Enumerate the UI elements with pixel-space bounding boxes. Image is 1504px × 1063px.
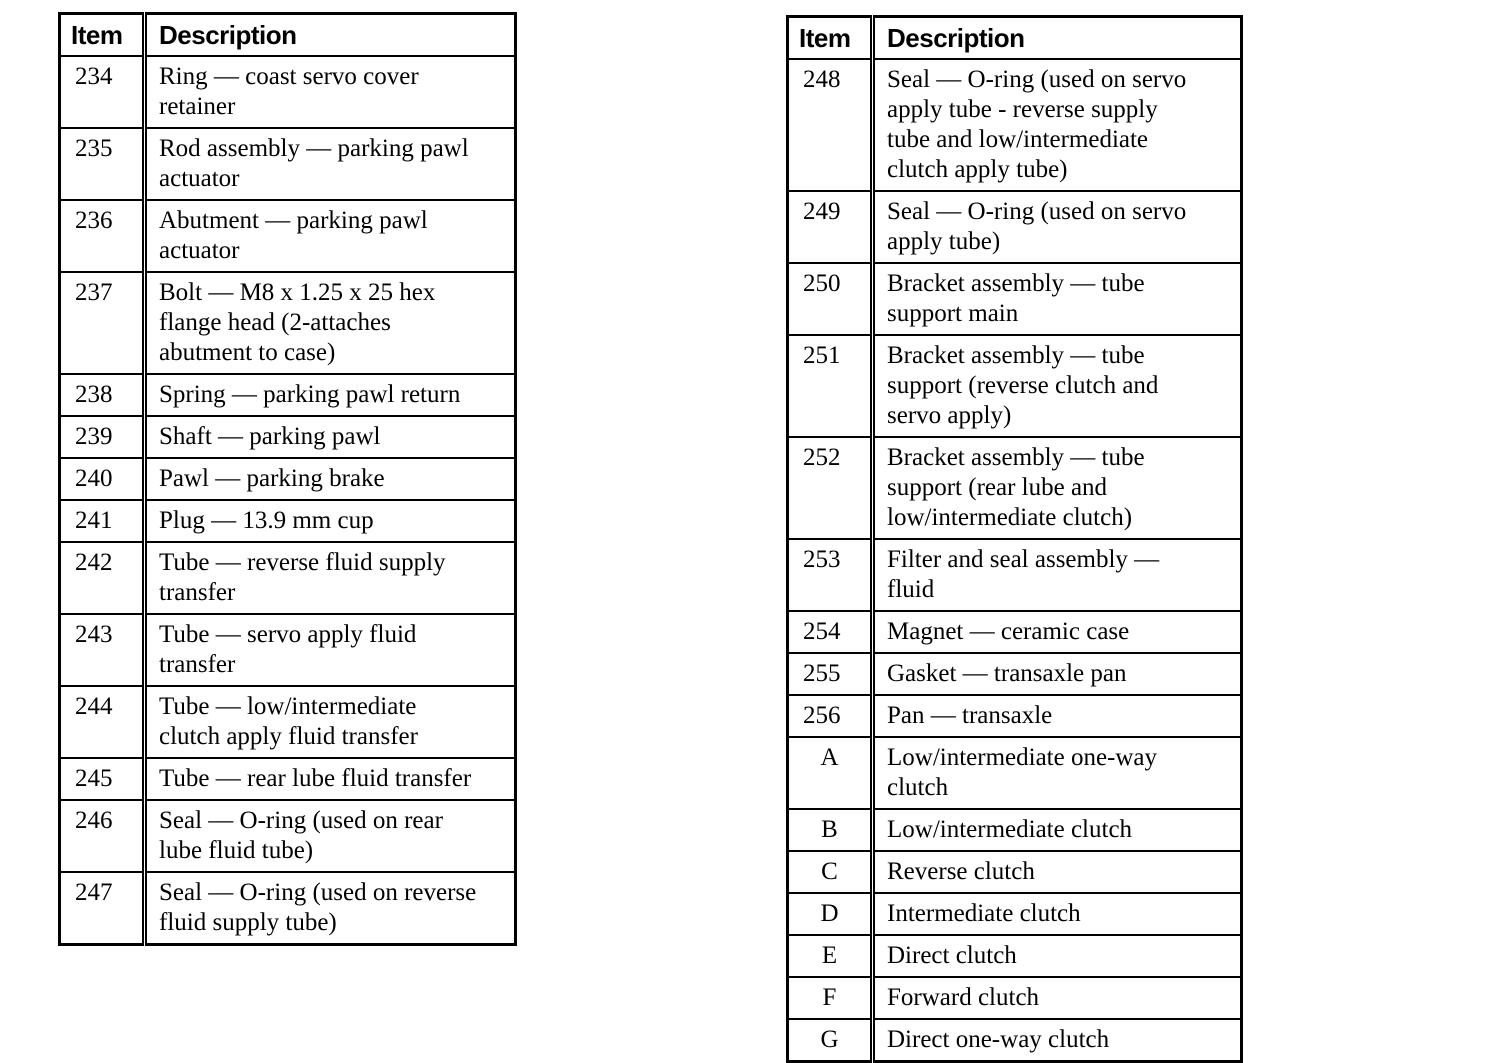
table-row [60,200,516,272]
item-number: 235 [60,128,145,200]
table-body [788,59,1242,1062]
item-description: Seal — O-ring (used on rear lube fluid tube) [145,800,516,872]
item-description: Seal — O-ring (used on servo apply tube - reverse supply tube and low/intermediate clutch apply tube) [873,59,1242,191]
item-description: Direct clutch [873,935,1242,977]
item-number: 247 [60,872,145,945]
table-row [788,59,1242,191]
item-number: G [788,1019,873,1062]
table-row [60,128,516,200]
item-number: 238 [60,374,145,416]
table-row [60,56,516,128]
table-row [60,800,516,872]
table-row [788,611,1242,653]
item-number: 237 [60,272,145,374]
item-description: Reverse clutch [873,851,1242,893]
item-number: B [788,809,873,851]
item-number: 250 [788,263,873,335]
item-number: 256 [788,695,873,737]
table-row [60,686,516,758]
table-row [788,809,1242,851]
item-description: Bracket assembly — tube support (rear lube and low/intermediate clutch) [873,437,1242,539]
item-number: 236 [60,200,145,272]
item-description: Shaft — parking pawl [145,416,516,458]
parts-table-right [786,15,1243,1063]
item-description: Seal — O-ring (used on reverse fluid supply tube) [145,872,516,945]
item-column-header: Item [60,14,145,57]
table-row [60,374,516,416]
item-description: Gasket — transaxle pan [873,653,1242,695]
table-row [788,851,1242,893]
item-description: Filter and seal assembly — fluid [873,539,1242,611]
item-description: Bracket assembly — tube support main [873,263,1242,335]
item-description: Low/intermediate one-way clutch [873,737,1242,809]
item-description: Low/intermediate clutch [873,809,1242,851]
item-number: 242 [60,542,145,614]
item-description: Pan — transaxle [873,695,1242,737]
table-row [60,542,516,614]
item-number: C [788,851,873,893]
table-row [788,893,1242,935]
parts-table-left [58,12,517,946]
item-number: 248 [788,59,873,191]
item-description: Bracket assembly — tube support (reverse clutch and servo apply) [873,335,1242,437]
table-row [788,263,1242,335]
description-column-header: Description [145,14,516,57]
table-row [60,416,516,458]
item-number: 249 [788,191,873,263]
table-row [60,872,516,945]
item-number: 244 [60,686,145,758]
table-row [60,614,516,686]
item-number: F [788,977,873,1019]
item-number: A [788,737,873,809]
item-description: Forward clutch [873,977,1242,1019]
item-number: 255 [788,653,873,695]
item-number: 240 [60,458,145,500]
item-description: Seal — O-ring (used on servo apply tube) [873,191,1242,263]
item-description: Tube — low/intermediate clutch apply fluid transfer [145,686,516,758]
table-row [60,500,516,542]
table-row [788,977,1242,1019]
item-description: Rod assembly — parking pawl actuator [145,128,516,200]
table-row [788,437,1242,539]
table-row [788,737,1242,809]
table-row [788,191,1242,263]
item-description: Magnet — ceramic case [873,611,1242,653]
item-number: 245 [60,758,145,800]
item-description: Abutment — parking pawl actuator [145,200,516,272]
item-column-header: Item [788,17,873,60]
description-column-header: Description [873,17,1242,60]
item-description: Tube — servo apply fluid transfer [145,614,516,686]
table-row [788,695,1242,737]
table-row [788,335,1242,437]
item-description: Intermediate clutch [873,893,1242,935]
table-row [60,458,516,500]
item-description: Tube — rear lube fluid transfer [145,758,516,800]
item-number: E [788,935,873,977]
item-number: 246 [60,800,145,872]
item-number: 253 [788,539,873,611]
item-number: 241 [60,500,145,542]
item-description: Direct one-way clutch [873,1019,1242,1062]
table-row [788,539,1242,611]
item-description: Tube — reverse fluid supply transfer [145,542,516,614]
item-description: Plug — 13.9 mm cup [145,500,516,542]
table-row [60,272,516,374]
item-number: 234 [60,56,145,128]
header-row [60,14,516,57]
item-description: Ring — coast servo cover retainer [145,56,516,128]
item-description: Spring — parking pawl return [145,374,516,416]
item-number: D [788,893,873,935]
table-row [788,653,1242,695]
item-description: Pawl — parking brake [145,458,516,500]
table-row [60,758,516,800]
item-number: 252 [788,437,873,539]
item-number: 243 [60,614,145,686]
table-row [788,935,1242,977]
item-number: 254 [788,611,873,653]
table-body [60,56,516,945]
item-number: 239 [60,416,145,458]
item-number: 251 [788,335,873,437]
table-row [788,1019,1242,1062]
item-description: Bolt — M8 x 1.25 x 25 hex flange head (2-attaches abutment to case) [145,272,516,374]
header-row [788,17,1242,60]
